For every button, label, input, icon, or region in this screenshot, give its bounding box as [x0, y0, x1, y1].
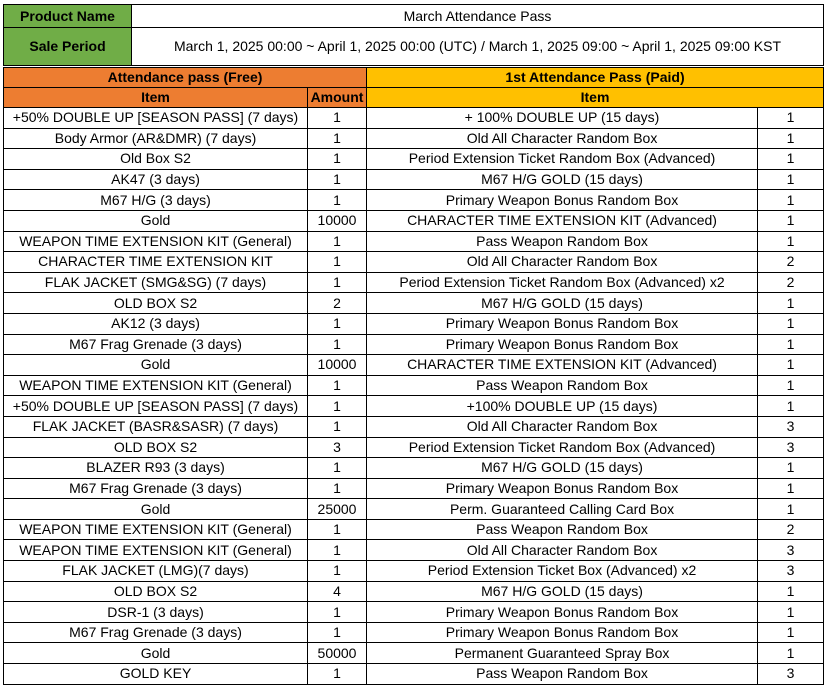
free-amount-cell: 1 — [308, 540, 367, 561]
free-amount-cell: 1 — [308, 478, 367, 499]
paid-item-cell: Period Extension Ticket Random Box (Advanced) — [367, 149, 758, 170]
free-amount-cell: 1 — [308, 128, 367, 149]
free-amount-cell: 1 — [308, 108, 367, 129]
free-item-cell: Gold — [4, 355, 308, 376]
paid-amount-cell: 1 — [758, 622, 824, 643]
paid-item-cell: Period Extension Ticket Random Box (Advanced) x2 — [367, 272, 758, 293]
free-amount-cell: 1 — [308, 149, 367, 170]
reward-row — [4, 128, 824, 149]
paid-item-cell: Permanent Guaranteed Spray Box — [367, 643, 758, 664]
free-item-cell: M67 Frag Grenade (3 days) — [4, 478, 308, 499]
paid-amount-cell: 1 — [758, 190, 824, 211]
reward-row — [4, 396, 824, 417]
free-amount-cell: 1 — [308, 622, 367, 643]
attendance-rewards-table — [3, 67, 824, 685]
paid-item-cell: Pass Weapon Random Box — [367, 231, 758, 252]
paid-item-cell: Pass Weapon Random Box — [367, 664, 758, 685]
paid-amount-cell: 2 — [758, 252, 824, 273]
free-amount-cell: 1 — [308, 458, 367, 479]
free-amount-cell: 1 — [308, 416, 367, 437]
free-amount-cell: 2 — [308, 293, 367, 314]
paid-item-cell: M67 H/G GOLD (15 days) — [367, 169, 758, 190]
paid-item-cell: CHARACTER TIME EXTENSION KIT (Advanced) — [367, 210, 758, 231]
free-amount-cell: 1 — [308, 252, 367, 273]
paid-item-cell: Period Extension Ticket Random Box (Advanced) — [367, 437, 758, 458]
free-item-cell: FLAK JACKET (SMG&SG) (7 days) — [4, 272, 308, 293]
free-item-cell: CHARACTER TIME EXTENSION KIT — [4, 252, 308, 273]
paid-item-cell: Period Extension Ticket Box (Advanced) x2 — [367, 561, 758, 582]
free-item-cell: DSR-1 (3 days) — [4, 602, 308, 623]
column-header-row — [4, 88, 824, 108]
free-item-cell: OLD BOX S2 — [4, 581, 308, 602]
paid-amount-cell: 1 — [758, 169, 824, 190]
free-item-cell: M67 Frag Grenade (3 days) — [4, 622, 308, 643]
free-amount-cell: 1 — [308, 334, 367, 355]
reward-row — [4, 416, 824, 437]
reward-row — [4, 210, 824, 231]
reward-row — [4, 149, 824, 170]
reward-row — [4, 478, 824, 499]
free-item-cell: +50% DOUBLE UP [SEASON PASS] (7 days) — [4, 396, 308, 417]
free-item-cell: Gold — [4, 643, 308, 664]
paid-item-cell: Primary Weapon Bonus Random Box — [367, 602, 758, 623]
paid-item-cell: +100% DOUBLE UP (15 days) — [367, 396, 758, 417]
sale-period-label: Sale Period — [4, 28, 132, 66]
free-item-cell: WEAPON TIME EXTENSION KIT (General) — [4, 519, 308, 540]
product-info-table — [3, 4, 824, 66]
reward-row — [4, 108, 824, 129]
paid-item-cell: Perm. Guaranteed Calling Card Box — [367, 499, 758, 520]
reward-row — [4, 561, 824, 582]
reward-row — [4, 375, 824, 396]
free-item-cell: AK12 (3 days) — [4, 313, 308, 334]
paid-amount-cell: 3 — [758, 416, 824, 437]
paid-item-cell: Primary Weapon Bonus Random Box — [367, 478, 758, 499]
free-amount-cell: 1 — [308, 272, 367, 293]
free-amount-cell: 10000 — [308, 355, 367, 376]
free-amount-cell: 1 — [308, 561, 367, 582]
free-item-cell: OLD BOX S2 — [4, 437, 308, 458]
free-amount-cell: 1 — [308, 313, 367, 334]
reward-row — [4, 458, 824, 479]
product-name-value: March Attendance Pass — [132, 5, 824, 28]
free-amount-cell: 1 — [308, 396, 367, 417]
paid-amount-cell: 1 — [758, 375, 824, 396]
paid-amount-cell: 1 — [758, 499, 824, 520]
free-item-cell: +50% DOUBLE UP [SEASON PASS] (7 days) — [4, 108, 308, 129]
paid-amount-cell: 1 — [758, 293, 824, 314]
paid-amount-cell: 1 — [758, 581, 824, 602]
reward-row — [4, 437, 824, 458]
free-item-cell: Old Box S2 — [4, 149, 308, 170]
reward-row — [4, 169, 824, 190]
paid-amount-cell: 1 — [758, 602, 824, 623]
free-item-cell: Body Armor (AR&DMR) (7 days) — [4, 128, 308, 149]
free-amount-cell: 25000 — [308, 499, 367, 520]
reward-row — [4, 252, 824, 273]
free-item-cell: Gold — [4, 210, 308, 231]
reward-row — [4, 643, 824, 664]
paid-item-header: Item — [367, 88, 824, 108]
free-amount-cell: 1 — [308, 602, 367, 623]
paid-amount-cell: 1 — [758, 458, 824, 479]
free-item-cell: FLAK JACKET (LMG)(7 days) — [4, 561, 308, 582]
paid-item-cell: Primary Weapon Bonus Random Box — [367, 622, 758, 643]
paid-item-cell: Old All Character Random Box — [367, 416, 758, 437]
paid-item-cell: CHARACTER TIME EXTENSION KIT (Advanced) — [367, 355, 758, 376]
sale-period-row — [4, 28, 824, 66]
paid-amount-cell: 3 — [758, 437, 824, 458]
paid-amount-cell: 1 — [758, 149, 824, 170]
paid-item-cell: + 100% DOUBLE UP (15 days) — [367, 108, 758, 129]
reward-row — [4, 334, 824, 355]
free-amount-cell: 50000 — [308, 643, 367, 664]
paid-amount-cell: 1 — [758, 231, 824, 252]
free-item-cell: Gold — [4, 499, 308, 520]
free-item-cell: BLAZER R93 (3 days) — [4, 458, 308, 479]
free-item-cell: AK47 (3 days) — [4, 169, 308, 190]
paid-item-cell: Pass Weapon Random Box — [367, 375, 758, 396]
reward-row — [4, 313, 824, 334]
free-item-cell: M67 Frag Grenade (3 days) — [4, 334, 308, 355]
reward-row — [4, 272, 824, 293]
reward-row — [4, 231, 824, 252]
reward-row — [4, 540, 824, 561]
free-item-cell: WEAPON TIME EXTENSION KIT (General) — [4, 231, 308, 252]
paid-amount-cell: 3 — [758, 561, 824, 582]
paid-pass-title: 1st Attendance Pass (Paid) — [367, 68, 824, 88]
paid-item-cell: Primary Weapon Bonus Random Box — [367, 313, 758, 334]
paid-amount-cell: 1 — [758, 108, 824, 129]
paid-item-cell: Primary Weapon Bonus Random Box — [367, 190, 758, 211]
sale-period-value: March 1, 2025 00:00 ~ April 1, 2025 00:00 (UTC) / March 1, 2025 09:00 ~ April 1, 2025 09:00 KST — [132, 28, 824, 66]
free-amount-header: Amount — [308, 88, 367, 108]
paid-amount-cell: 2 — [758, 519, 824, 540]
paid-amount-cell: 1 — [758, 313, 824, 334]
free-amount-cell: 1 — [308, 375, 367, 396]
reward-row — [4, 622, 824, 643]
paid-amount-cell: 1 — [758, 355, 824, 376]
free-pass-title: Attendance pass (Free) — [4, 68, 367, 88]
paid-amount-cell: 3 — [758, 540, 824, 561]
free-amount-cell: 1 — [308, 664, 367, 685]
reward-row — [4, 664, 824, 685]
pass-title-row — [4, 68, 824, 88]
free-item-header: Item — [4, 88, 308, 108]
paid-item-cell: Old All Character Random Box — [367, 128, 758, 149]
paid-amount-cell: 1 — [758, 643, 824, 664]
paid-item-cell: M67 H/G GOLD (15 days) — [367, 458, 758, 479]
reward-row — [4, 581, 824, 602]
paid-amount-cell: 1 — [758, 128, 824, 149]
free-item-cell: WEAPON TIME EXTENSION KIT (General) — [4, 540, 308, 561]
product-name-label: Product Name — [4, 5, 132, 28]
paid-amount-cell: 1 — [758, 478, 824, 499]
reward-row — [4, 602, 824, 623]
free-amount-cell: 1 — [308, 519, 367, 540]
free-amount-cell: 4 — [308, 581, 367, 602]
free-item-cell: OLD BOX S2 — [4, 293, 308, 314]
free-amount-cell: 1 — [308, 231, 367, 252]
reward-row — [4, 190, 824, 211]
paid-item-cell: Pass Weapon Random Box — [367, 519, 758, 540]
paid-item-cell: M67 H/G GOLD (15 days) — [367, 293, 758, 314]
free-amount-cell: 1 — [308, 190, 367, 211]
product-name-row — [4, 5, 824, 28]
reward-row — [4, 519, 824, 540]
paid-amount-cell: 1 — [758, 210, 824, 231]
free-amount-cell: 3 — [308, 437, 367, 458]
paid-item-cell: Old All Character Random Box — [367, 540, 758, 561]
paid-amount-cell: 2 — [758, 272, 824, 293]
paid-amount-cell: 3 — [758, 664, 824, 685]
free-amount-cell: 1 — [308, 169, 367, 190]
reward-row — [4, 293, 824, 314]
free-item-cell: WEAPON TIME EXTENSION KIT (General) — [4, 375, 308, 396]
free-item-cell: GOLD KEY — [4, 664, 308, 685]
paid-item-cell: M67 H/G GOLD (15 days) — [367, 581, 758, 602]
paid-item-cell: Old All Character Random Box — [367, 252, 758, 273]
reward-row — [4, 355, 824, 376]
free-amount-cell: 10000 — [308, 210, 367, 231]
paid-amount-cell: 1 — [758, 396, 824, 417]
reward-row — [4, 499, 824, 520]
paid-amount-cell: 1 — [758, 334, 824, 355]
free-item-cell: FLAK JACKET (BASR&SASR) (7 days) — [4, 416, 308, 437]
free-item-cell: M67 H/G (3 days) — [4, 190, 308, 211]
paid-item-cell: Primary Weapon Bonus Random Box — [367, 334, 758, 355]
